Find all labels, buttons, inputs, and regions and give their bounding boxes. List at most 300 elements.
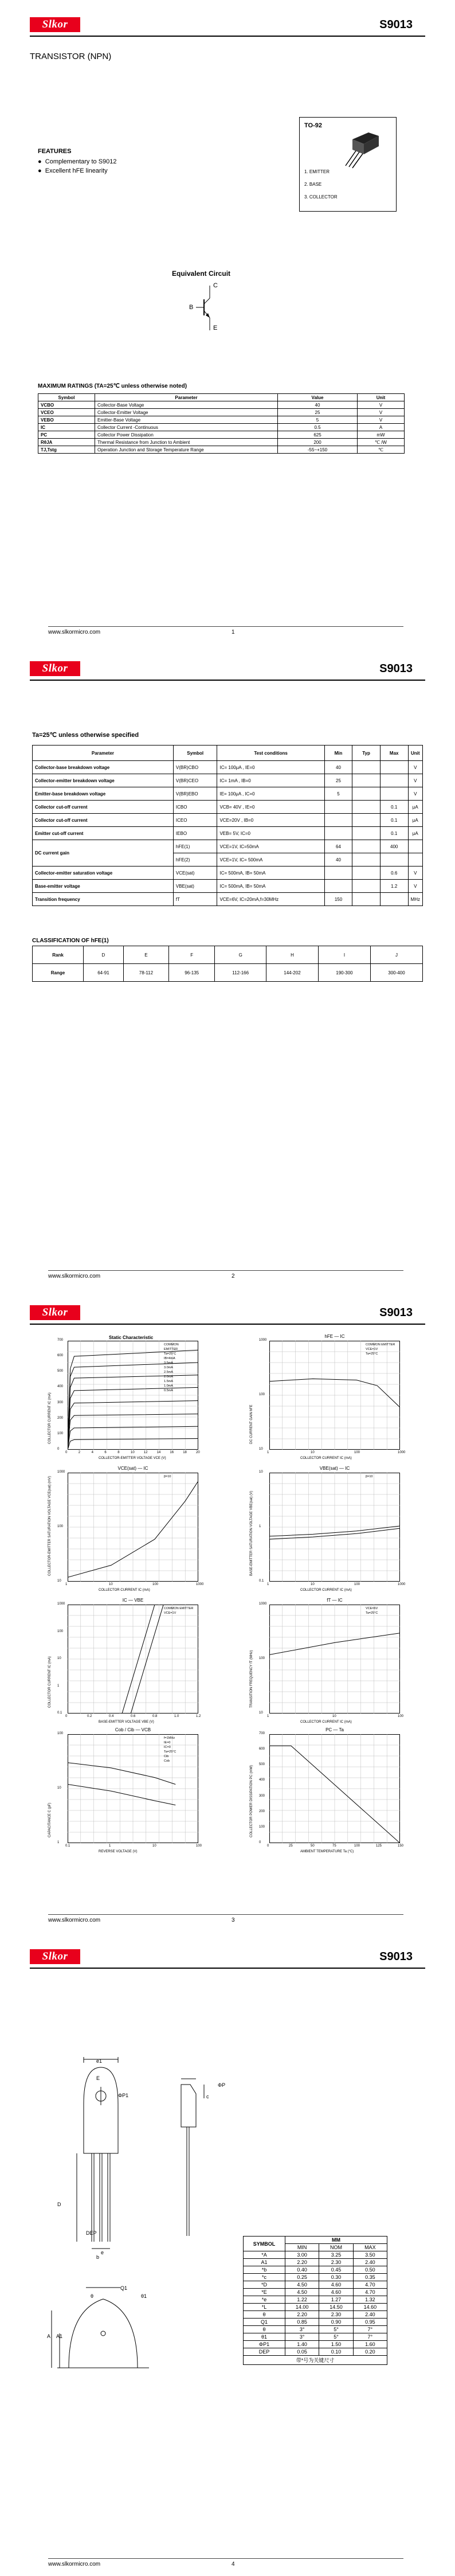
y-tick-label: 100: [259, 1657, 265, 1660]
table-cell: A: [358, 424, 405, 431]
table-cell: VCEO: [38, 409, 95, 416]
electrical-characteristics-table: [32, 745, 423, 906]
y-tick-label: 0.1: [57, 1711, 62, 1715]
y-axis-label: BASE-EMITTER SATURATION VOLTAGE VBE(sat) (V): [250, 1490, 253, 1576]
x-tick-label: 10: [109, 1583, 113, 1586]
table-cell: 0.1: [380, 814, 408, 827]
y-tick-label: 100: [57, 1629, 64, 1633]
table-cell: IC= 500mA, IB= 50mA: [217, 880, 324, 893]
table-row: [33, 801, 423, 814]
x-tick-label: 10: [311, 1583, 315, 1586]
footer-rule: [48, 626, 403, 627]
y-tick-label: 0: [57, 1447, 60, 1451]
table-cell: *E: [244, 2289, 285, 2296]
table-cell: 5°: [319, 2326, 353, 2333]
y-axis-label: TRANSITION FREQUENCY fT (MHz): [250, 1650, 253, 1708]
rank-cell: E: [123, 946, 168, 964]
footer-url: www.slkormicro.com: [48, 2561, 101, 2567]
table-row: [244, 2326, 387, 2333]
table-cell: 4.70: [353, 2281, 387, 2289]
table-row: [33, 814, 423, 827]
chart-plot-area: [68, 1734, 198, 1843]
chart-title: VBE(sat) — IC: [319, 1466, 350, 1471]
table-cell: [352, 880, 381, 893]
x-tick-label: 10: [332, 1715, 336, 1718]
brand-logo: Slkor: [30, 17, 80, 32]
table-row: [244, 2333, 387, 2341]
table-cell: *b: [244, 2266, 285, 2274]
dim-label: A: [47, 2333, 51, 2339]
x-tick-label: 100: [196, 1844, 202, 1848]
table-cell: VCE=6V, IC=20mA,f=30MHz: [217, 893, 324, 906]
y-tick-label: 300: [259, 1794, 265, 1798]
chart-annotation: Ta=25°C: [366, 1611, 378, 1615]
table-cell: Thermal Resistance from Junction to Ambient: [95, 439, 278, 446]
y-tick-label: 400: [57, 1385, 64, 1389]
table-row: [38, 416, 405, 424]
table-cell: 1.40: [285, 2341, 319, 2348]
chart-ic-vce: [48, 1338, 221, 1467]
x-tick-label: 0.1: [65, 1844, 70, 1848]
table-cell: V(BR)EBO: [173, 787, 217, 801]
x-axis-label: COLLECTOR CURRENT IC (mA): [300, 1588, 352, 1592]
table-cell: 0.30: [319, 2274, 353, 2281]
x-tick-label: 1.0: [174, 1715, 179, 1718]
table-cell: 0.6: [380, 867, 408, 880]
chart-annotation: 1.0mA: [164, 1384, 173, 1388]
column-header: MAX: [353, 2244, 387, 2251]
x-tick-label: 100: [354, 1451, 360, 1454]
table-row: [244, 2289, 387, 2296]
brand-logo: Slkor: [30, 661, 80, 676]
table-row: [33, 880, 423, 893]
y-tick-label: 10: [259, 1711, 263, 1715]
model-number: S9013: [379, 1950, 413, 1963]
table-cell: 0.25: [285, 2274, 319, 2281]
table-cell: DC current gain: [33, 840, 174, 867]
table-cell: IEBO: [173, 827, 217, 840]
table-cell: Transition frequency: [33, 893, 174, 906]
y-axis-label: COLLECTOR CURRENT IC (mA): [48, 1392, 52, 1444]
y-tick-label: 100: [57, 1525, 64, 1528]
x-tick-label: 1000: [196, 1583, 204, 1586]
y-tick-label: 600: [259, 1747, 265, 1751]
chart-cob-vcb: [48, 1727, 221, 1860]
chart-title: fT — IC: [327, 1598, 343, 1603]
table-cell: MHz: [408, 893, 422, 906]
table-cell: 25: [324, 774, 352, 787]
table-cell: [380, 853, 408, 867]
x-tick-label: 14: [156, 1451, 161, 1454]
table-cell: [380, 761, 408, 774]
table-cell: Collector-emitter saturation voltage: [33, 867, 174, 880]
table-cell: IE= 100μA , IC=0: [217, 787, 324, 801]
table-cell: 400: [380, 840, 408, 853]
table-cell: 4.60: [319, 2289, 353, 2296]
chart-annotation: Cob: [164, 1759, 170, 1763]
x-tick-label: 10: [152, 1844, 156, 1848]
table-cell: 4.70: [353, 2289, 387, 2296]
x-axis-label: COLLECTOR CURRENT IC (mA): [99, 1588, 150, 1592]
x-tick-label: 0.2: [87, 1715, 92, 1718]
table-cell: 0.40: [285, 2266, 319, 2274]
x-tick-label: 1: [267, 1451, 269, 1454]
table-cell: 14.50: [319, 2304, 353, 2311]
table-cell: [408, 853, 422, 867]
table-row: [33, 774, 423, 787]
range-cell: 96-135: [168, 964, 214, 982]
bottom-view: [52, 2288, 149, 2368]
table-cell: Q1: [244, 2319, 285, 2326]
x-tick-label: 1: [267, 1715, 269, 1718]
package-box: [299, 117, 397, 212]
chart-annotation: IE=0: [164, 1741, 171, 1744]
table-cell: VCBO: [38, 401, 95, 409]
table-cell: [352, 814, 381, 827]
x-tick-label: 1: [65, 1583, 68, 1586]
dim-label: D: [57, 2202, 61, 2207]
page-3: [0, 1288, 455, 1932]
range-cell: 112-166: [215, 964, 266, 982]
pin-label: 1. EMITTER: [304, 169, 330, 174]
chart-ft-ic: [250, 1598, 423, 1731]
table-cell: Collector cut-off current: [33, 801, 174, 814]
max-ratings-table: [38, 393, 405, 454]
header-rule: [30, 36, 425, 37]
rank-cell: I: [318, 946, 370, 964]
y-tick-label: 1: [259, 1525, 261, 1528]
table-cell: 2.40: [353, 2311, 387, 2319]
table-cell: 25: [278, 409, 358, 416]
table-cell: IC= 500mA, IB= 50mA: [217, 867, 324, 880]
model-number: S9013: [379, 662, 413, 675]
x-tick-label: 18: [183, 1451, 187, 1454]
dim-label: Q1: [120, 2285, 128, 2291]
table-cell: 0.5: [278, 424, 358, 431]
table-cell: Emitter-Base Voltage: [95, 416, 278, 424]
table-cell: Collector-Emitter Voltage: [95, 409, 278, 416]
table-cell: PC: [38, 431, 95, 439]
chart-annotation: f=1MHz: [164, 1736, 175, 1740]
pin-label: 3. COLLECTOR: [304, 194, 338, 200]
feature-text: Excellent hFE linearity: [45, 167, 108, 174]
table-cell: VCB= 40V , IE=0: [217, 801, 324, 814]
table-row: [33, 840, 423, 853]
table-cell: *D: [244, 2281, 285, 2289]
table-cell: VCE=1V, IC= 500mA: [217, 853, 324, 867]
features-title: FEATURES: [38, 148, 72, 155]
circuit-title: Equivalent Circuit: [172, 270, 231, 278]
table-cell: V: [408, 761, 422, 774]
table-cell: 14.60: [353, 2304, 387, 2311]
y-tick-label: 10: [259, 1447, 263, 1451]
feature-item: [38, 158, 117, 165]
table-cell: [324, 814, 352, 827]
y-tick-label: 10: [259, 1470, 263, 1474]
table-cell: VCE=1V, IC=50mA: [217, 840, 324, 853]
table-row: [244, 2281, 387, 2289]
circuit-label-e: E: [213, 325, 218, 331]
table-cell: [408, 840, 422, 853]
table-cell: hFE(2): [173, 853, 217, 867]
y-axis-label: COLLECTOR-EMITTER SATURATION VOLTAGE VCE(sat) (mV): [48, 1476, 52, 1576]
column-header: MIN: [285, 2244, 319, 2251]
table-cell: 1.50: [319, 2341, 353, 2348]
rank-cell: D: [84, 946, 124, 964]
x-axis-label: COLLECTOR-EMITTER VOLTAGE VCE (V): [99, 1457, 166, 1460]
chart-title: hFE — IC: [324, 1334, 345, 1339]
circuit-label-c: C: [213, 282, 218, 289]
bullet-icon: ●: [38, 167, 45, 174]
x-tick-label: 0.6: [131, 1715, 136, 1718]
table-row: [244, 2341, 387, 2348]
table-cell: V: [358, 416, 405, 424]
x-axis-label: COLLECTOR CURRENT IC (mA): [300, 1720, 352, 1724]
dim-label: DEP: [86, 2230, 97, 2236]
page-2: [0, 644, 455, 1288]
table-row: [38, 439, 405, 446]
x-tick-label: 0.4: [109, 1715, 114, 1718]
chart-plot-area: [68, 1341, 198, 1450]
table-cell: 2.30: [319, 2311, 353, 2319]
rank-cell: F: [168, 946, 214, 964]
feature-item: [38, 167, 108, 174]
dim-label: θ1: [141, 2293, 147, 2299]
table-cell: [352, 774, 381, 787]
table-cell: 40: [278, 401, 358, 409]
table-row: [244, 2319, 387, 2326]
static-characteristic-title: Static Characteristic: [109, 1335, 154, 1340]
column-header: Test conditions: [217, 746, 324, 761]
table-cell: 1.22: [285, 2296, 319, 2304]
chart-plot-area: [269, 1734, 400, 1843]
y-tick-label: 600: [57, 1354, 64, 1358]
table-cell: 0.50: [353, 2266, 387, 2274]
table-cell: *A: [244, 2251, 285, 2259]
y-tick-label: 10: [57, 1657, 61, 1660]
page-number: 1: [232, 629, 235, 635]
table-cell: μA: [408, 827, 422, 840]
dim-label: e1: [96, 2058, 103, 2064]
package-name: TO-92: [304, 122, 322, 129]
dim-label: c: [206, 2094, 209, 2099]
chart-annotation: 1.5mA: [164, 1380, 173, 1383]
table-cell: 1.32: [353, 2296, 387, 2304]
table-cell: 2.30: [319, 2259, 353, 2266]
table-cell: ICBO: [173, 801, 217, 814]
chart-annotation: VCE=6V: [366, 1607, 378, 1610]
table-row: [38, 424, 405, 431]
dimensions-table: [243, 2236, 387, 2365]
chart-title: IC — VBE: [122, 1598, 144, 1603]
x-tick-label: 4: [91, 1451, 93, 1454]
chart-annotation: Ta=25°C: [164, 1352, 176, 1356]
table-cell: [324, 867, 352, 880]
brand-logo: Slkor: [30, 1949, 80, 1964]
chart-annotation: Ta=25°C: [366, 1352, 378, 1356]
x-tick-label: 1000: [398, 1583, 406, 1586]
table-cell: VBE(sat): [173, 880, 217, 893]
table-cell: 1.60: [353, 2341, 387, 2348]
table-row: [33, 893, 423, 906]
brand-logo: Slkor: [30, 1305, 80, 1320]
dim-label: θ: [91, 2293, 94, 2299]
table-cell: 0.90: [319, 2319, 353, 2326]
x-tick-label: 6: [104, 1451, 107, 1454]
y-tick-label: 0: [259, 1841, 261, 1844]
chart-annotation: COMMON EMITTER: [366, 1343, 395, 1346]
table-cell: ICEO: [173, 814, 217, 827]
x-tick-label: 2: [78, 1451, 81, 1454]
table-row: [244, 2251, 387, 2259]
table-cell: ΦP1: [244, 2341, 285, 2348]
x-tick-label: 1: [267, 1583, 269, 1586]
table-row: [244, 2304, 387, 2311]
table-cell: 0.05: [285, 2348, 319, 2356]
x-tick-label: 0: [65, 1451, 68, 1454]
table-row: [38, 431, 405, 439]
y-tick-label: 500: [57, 1369, 64, 1373]
chart-annotation: 3.5mA: [164, 1361, 173, 1365]
table-cell: [352, 867, 381, 880]
table-cell: 3.50: [353, 2251, 387, 2259]
x-tick-label: 150: [398, 1844, 404, 1848]
table-cell: 0.1: [380, 801, 408, 814]
column-header: Unit: [408, 746, 422, 761]
column-header: Symbol: [173, 746, 217, 761]
column-header: SYMBOL: [244, 2237, 285, 2251]
table-cell: 0.35: [353, 2274, 387, 2281]
column-header: Value: [278, 394, 358, 401]
table-row: [33, 867, 423, 880]
table-cell: IC= 1mA , IB=0: [217, 774, 324, 787]
y-tick-label: 700: [259, 1732, 265, 1735]
table-header-row: [33, 746, 423, 761]
table-cell: 150: [324, 893, 352, 906]
table-cell: 625: [278, 431, 358, 439]
chart-plot-area: [68, 1605, 198, 1714]
table-row: [33, 827, 423, 840]
dim-note: 带*号为关键尺寸: [244, 2356, 387, 2365]
dim-label: ΦP: [218, 2082, 226, 2088]
table-cell: θ1: [244, 2333, 285, 2341]
table-cell: 0.20: [353, 2348, 387, 2356]
table-cell: 64: [324, 840, 352, 853]
table-cell: DEP: [244, 2348, 285, 2356]
table-cell: 1.27: [319, 2296, 353, 2304]
page-number: 4: [232, 2561, 235, 2567]
table-cell: Emitter-base breakdown voltage: [33, 787, 174, 801]
table-cell: [380, 787, 408, 801]
table-cell: mW: [358, 431, 405, 439]
table-cell: 2.20: [285, 2311, 319, 2319]
y-axis-label: COLLECTOR CURRENT IC (mA): [48, 1656, 52, 1708]
chart-vcesat-ic: [48, 1466, 221, 1599]
table-cell: VEBO: [38, 416, 95, 424]
header-rule: [30, 1968, 425, 1969]
x-tick-label: 16: [170, 1451, 174, 1454]
table-cell: [324, 880, 352, 893]
table-cell: Collector Current -Continuous: [95, 424, 278, 431]
classification-table: [32, 946, 423, 982]
column-header: Min: [324, 746, 352, 761]
table-row: [244, 2266, 387, 2274]
table-cell: ℃: [358, 446, 405, 454]
page-title: TRANSISTOR (NPN): [30, 52, 112, 61]
table-row: [244, 2259, 387, 2266]
table-row: [244, 2348, 387, 2356]
chart-title: Cob / Cib — VCB: [115, 1727, 151, 1732]
table-cell: 3°: [285, 2333, 319, 2341]
y-tick-label: 700: [57, 1338, 64, 1342]
y-tick-label: 1: [57, 1684, 60, 1688]
x-tick-label: 50: [311, 1844, 315, 1848]
chart-annotation: 2.5mA: [164, 1371, 173, 1374]
table-cell: V: [408, 880, 422, 893]
chart-pc-ta: [250, 1727, 423, 1860]
table-cell: ℃ /W: [358, 439, 405, 446]
series-line: [68, 1785, 175, 1805]
max-ratings-title: MAXIMUM RATINGS (TA=25℃ unless otherwise noted): [38, 383, 187, 389]
table-cell: 3.25: [319, 2251, 353, 2259]
table-note-row: [244, 2356, 387, 2365]
table-cell: VCE(sat): [173, 867, 217, 880]
model-number: S9013: [379, 18, 413, 31]
header-rule: [30, 1324, 425, 1325]
table-cell: *L: [244, 2304, 285, 2311]
table-cell: V(BR)CBO: [173, 761, 217, 774]
chart-title: PC — Ta: [325, 1727, 344, 1732]
table-cell: V: [408, 867, 422, 880]
table-cell: V: [408, 774, 422, 787]
table-cell: 4.60: [319, 2281, 353, 2289]
table-cell: A1: [244, 2259, 285, 2266]
y-tick-label: 500: [259, 1763, 265, 1767]
table-cell: [352, 840, 381, 853]
table-cell: V: [408, 787, 422, 801]
range-cell: 144-202: [266, 964, 318, 982]
y-tick-label: 300: [57, 1400, 64, 1404]
x-tick-label: 10: [131, 1451, 135, 1454]
table-cell: [352, 853, 381, 867]
dim-label: e: [101, 2250, 104, 2255]
table-cell: [352, 801, 381, 814]
table-cell: Collector cut-off current: [33, 814, 174, 827]
table-row: [33, 787, 423, 801]
table-cell: 5°: [319, 2333, 353, 2341]
side-view: [181, 2079, 204, 2236]
chart-plot-area: [269, 1473, 400, 1582]
x-axis-label: BASE-EMITTER VOLTAGE VBE (V): [99, 1720, 154, 1724]
column-header: Typ: [352, 746, 381, 761]
table-cell: V(BR)CEO: [173, 774, 217, 787]
table-cell: [324, 827, 352, 840]
chart-ic-vbe: [48, 1598, 221, 1731]
table-cell: 5: [278, 416, 358, 424]
chart-hfe-ic: [250, 1334, 423, 1467]
table-header-row: [244, 2237, 387, 2244]
chart-annotation: VCE=1V: [164, 1611, 176, 1615]
pin-label: 2. BASE: [304, 182, 322, 187]
footer-url: www.slkormicro.com: [48, 1917, 101, 1923]
table-row: [244, 2274, 387, 2281]
x-tick-label: 0.8: [152, 1715, 158, 1718]
x-tick-label: 0: [267, 1844, 269, 1848]
chart-annotation: Cib: [164, 1755, 169, 1758]
x-tick-label: 25: [289, 1844, 293, 1848]
table-cell: 14.00: [285, 2304, 319, 2311]
y-tick-label: 1000: [57, 1602, 65, 1606]
